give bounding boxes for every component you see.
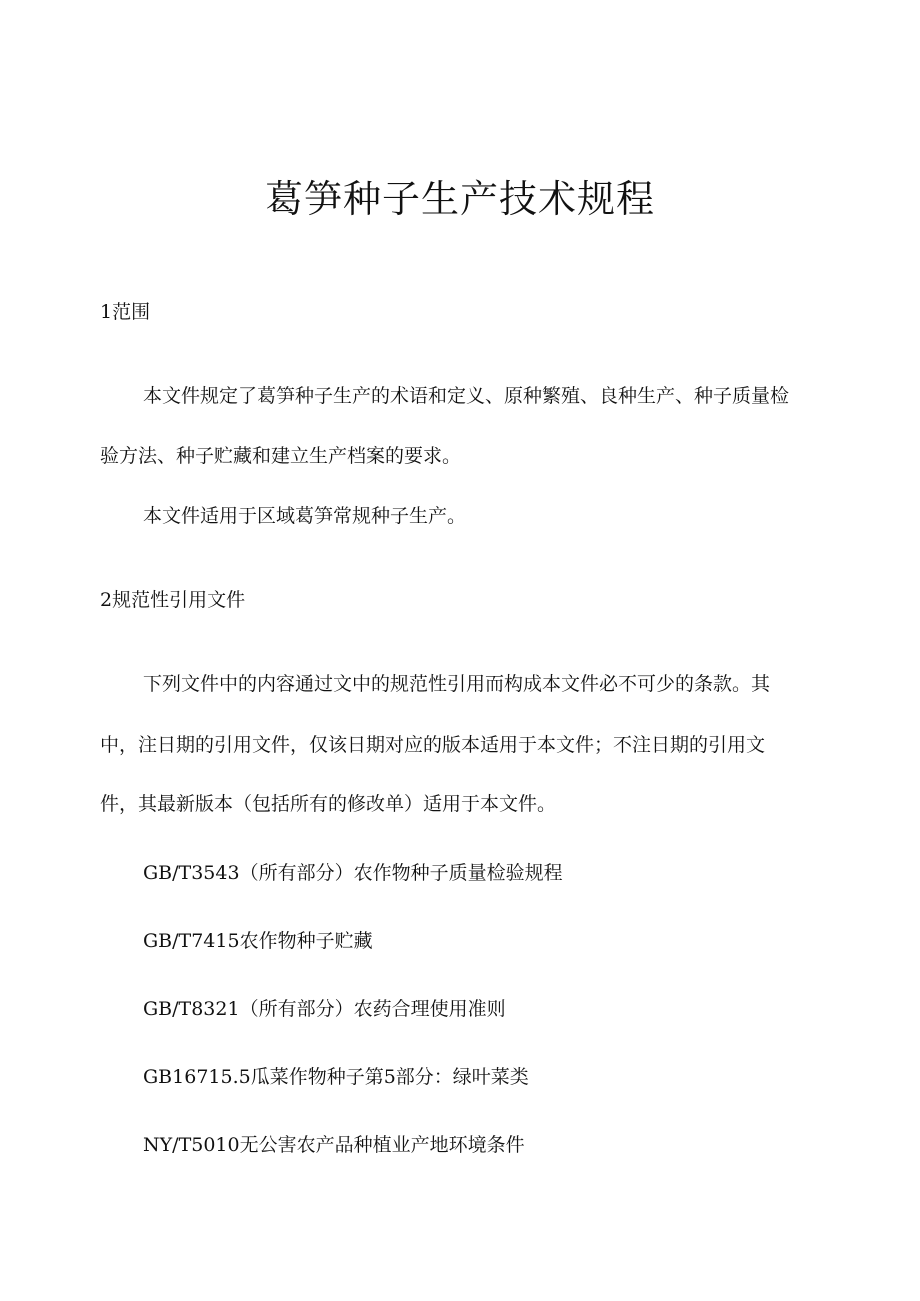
section-1-heading: 1范围 bbox=[100, 301, 151, 323]
section-2-paragraph-line-3: 件，其最新版本（包括所有的修改单）适用于本文件。 bbox=[100, 793, 557, 815]
section-2-paragraph-line-1: 下列文件中的内容通过文中的规范性引用而构成本文件必不可少的条款。其 bbox=[143, 673, 771, 695]
reference-item: GB/T7415农作物种子贮藏 bbox=[143, 930, 373, 952]
reference-item: GB/T3543（所有部分）农作物种子质量检验规程 bbox=[143, 862, 563, 884]
reference-item: GB/T8321（所有部分）农药合理使用准则 bbox=[143, 998, 506, 1020]
reference-item: NY/T5010无公害农产品种植业产地环境条件 bbox=[143, 1134, 525, 1156]
reference-item: GB16715.5瓜菜作物种子第5部分：绿叶菜类 bbox=[143, 1066, 529, 1088]
section-1-paragraph-1-line-1: 本文件规定了葛笋种子生产的术语和定义、原种繁殖、良种生产、种子质量检 bbox=[143, 385, 790, 407]
section-1-paragraph-2: 本文件适用于区域葛笋常规种子生产。 bbox=[143, 505, 467, 527]
section-2-paragraph-line-2: 中，注日期的引用文件，仅该日期对应的版本适用于本文件；不注日期的引用文 bbox=[100, 734, 766, 756]
document-title: 葛笋种子生产技术规程 bbox=[264, 177, 655, 221]
section-1-paragraph-1-line-2: 验方法、种子贮藏和建立生产档案的要求。 bbox=[100, 445, 462, 467]
section-2-heading: 2规范性引用文件 bbox=[100, 589, 246, 611]
